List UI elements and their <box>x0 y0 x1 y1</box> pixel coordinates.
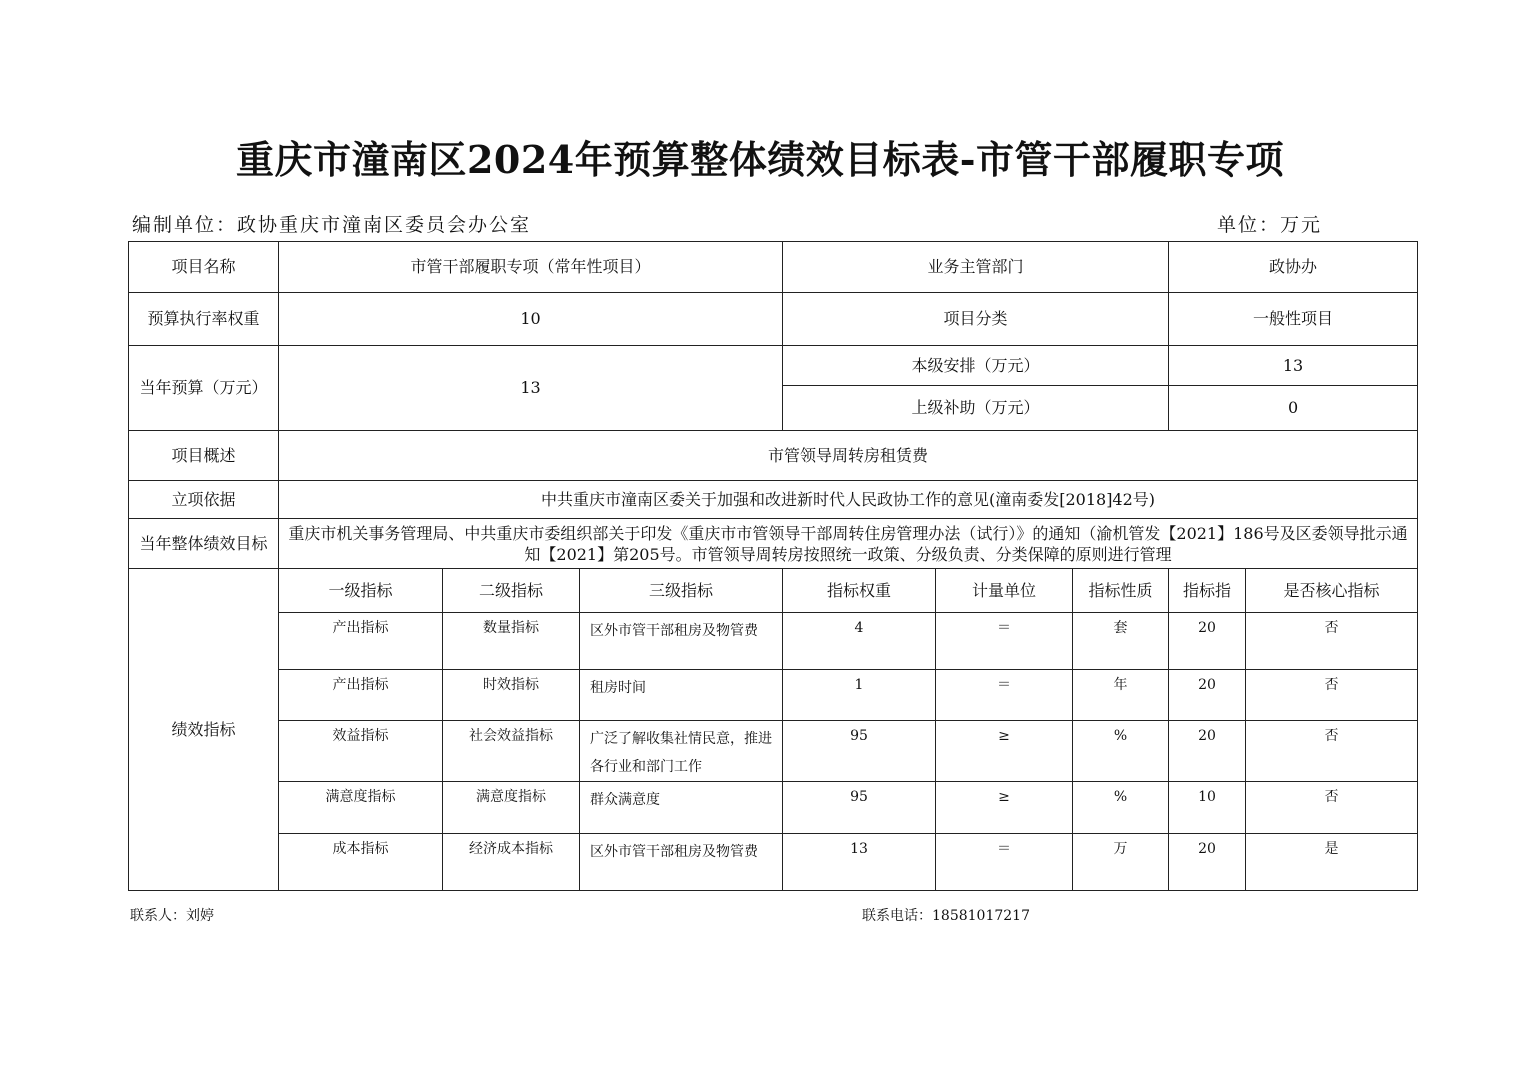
basis-label: 立项依据 <box>129 481 279 519</box>
overview-value: 市管领导周转房租赁费 <box>279 431 1418 481</box>
table-row <box>129 721 1418 782</box>
level3-cell: 租房时间 <box>580 670 783 721</box>
table-row <box>129 613 1418 670</box>
value-cell: 20 <box>1169 721 1246 782</box>
value-cell: 20 <box>1169 670 1246 721</box>
page-title: 重庆市潼南区2024年预算整体绩效目标表-市管干部履职专项 <box>235 137 1285 182</box>
budget-label: 当年预算（万元） <box>129 346 279 431</box>
dept-value: 政协办 <box>1169 242 1418 293</box>
weight-cell: 95 <box>783 721 936 782</box>
basis-value: 中共重庆市潼南区委关于加强和改进新时代人民政协工作的意见(潼南委发[2018]42号) <box>279 481 1418 519</box>
table-row <box>129 670 1418 721</box>
level2-cell: 时效指标 <box>443 670 580 721</box>
unit-cell: ＝ <box>936 613 1073 670</box>
level1-cell: 产出指标 <box>279 613 443 670</box>
category-label: 项目分类 <box>783 293 1169 346</box>
project-name-label: 项目名称 <box>129 242 279 293</box>
upper-subsidy-value: 0 <box>1169 386 1418 431</box>
level1-cell: 成本指标 <box>279 834 443 891</box>
value-cell: 10 <box>1169 782 1246 834</box>
core-cell: 否 <box>1246 670 1418 721</box>
value-cell: 20 <box>1169 834 1246 891</box>
level3-cell: 区外市管干部租房及物管费 <box>580 613 783 670</box>
header-cell: 一级指标 <box>279 569 443 613</box>
nature-cell: 万 <box>1073 834 1169 891</box>
contact-phone: 联系电话：18581017217 <box>862 908 1030 924</box>
dept-label: 业务主管部门 <box>783 242 1169 293</box>
header-cell: 指标性质 <box>1073 569 1169 613</box>
unit-cell: ＝ <box>936 834 1073 891</box>
budget-value: 13 <box>279 346 783 431</box>
core-cell: 否 <box>1246 782 1418 834</box>
weight-cell: 13 <box>783 834 936 891</box>
contact-person: 联系人：刘婷 <box>130 908 214 924</box>
weight-cell: 95 <box>783 782 936 834</box>
header-cell: 计量单位 <box>936 569 1073 613</box>
header-cell: 二级指标 <box>443 569 580 613</box>
goal-label: 当年整体绩效目标 <box>129 519 279 569</box>
level1-cell: 效益指标 <box>279 721 443 782</box>
exec-weight-label: 预算执行率权重 <box>129 293 279 346</box>
value-cell: 20 <box>1169 613 1246 670</box>
header-cell: 指标权重 <box>783 569 936 613</box>
nature-cell: % <box>1073 782 1169 834</box>
level2-cell: 满意度指标 <box>443 782 580 834</box>
header-cell: 是否核心指标 <box>1246 569 1418 613</box>
org-label: 编制单位：政协重庆市潼南区委员会办公室 <box>132 214 532 236</box>
upper-subsidy-label: 上级补助（万元） <box>783 386 1169 431</box>
table-row <box>129 834 1418 891</box>
weight-cell: 1 <box>783 670 936 721</box>
core-cell: 否 <box>1246 721 1418 782</box>
nature-cell: 年 <box>1073 670 1169 721</box>
local-budget-value: 13 <box>1169 346 1418 386</box>
level1-cell: 满意度指标 <box>279 782 443 834</box>
performance-table <box>128 241 1418 891</box>
unit-cell: ＝ <box>936 670 1073 721</box>
level2-cell: 社会效益指标 <box>443 721 580 782</box>
project-name-value: 市管干部履职专项（常年性项目） <box>279 242 783 293</box>
level3-cell: 群众满意度 <box>580 782 783 834</box>
core-cell: 否 <box>1246 613 1418 670</box>
local-budget-label: 本级安排（万元） <box>783 346 1169 386</box>
level2-cell: 经济成本指标 <box>443 834 580 891</box>
header-cell: 指标指 <box>1169 569 1246 613</box>
exec-weight-value: 10 <box>279 293 783 346</box>
perf-label: 绩效指标 <box>129 569 279 891</box>
category-value: 一般性项目 <box>1169 293 1418 346</box>
core-cell: 是 <box>1246 834 1418 891</box>
level2-cell: 数量指标 <box>443 613 580 670</box>
unit-cell: ≥ <box>936 721 1073 782</box>
level3-cell: 区外市管干部租房及物管费 <box>580 834 783 891</box>
nature-cell: 套 <box>1073 613 1169 670</box>
overview-label: 项目概述 <box>129 431 279 481</box>
header-cell: 三级指标 <box>580 569 783 613</box>
level1-cell: 产出指标 <box>279 670 443 721</box>
level3-cell: 广泛了解收集社情民意，推进各行业和部门工作 <box>580 721 783 782</box>
weight-cell: 4 <box>783 613 936 670</box>
table-row <box>129 782 1418 834</box>
unit-cell: ≥ <box>936 782 1073 834</box>
unit-label: 单位：万元 <box>1217 214 1323 236</box>
nature-cell: % <box>1073 721 1169 782</box>
goal-value: 重庆市机关事务管理局、中共重庆市委组织部关于印发《重庆市市管领导干部周转住房管理办法（试行）》的通知（渝机管发【2021】186号及区委领导批示通知【2021】第205号。市管领导周转房按照统一政策、分级负责、分类保障的原则进行管理 <box>279 519 1418 569</box>
